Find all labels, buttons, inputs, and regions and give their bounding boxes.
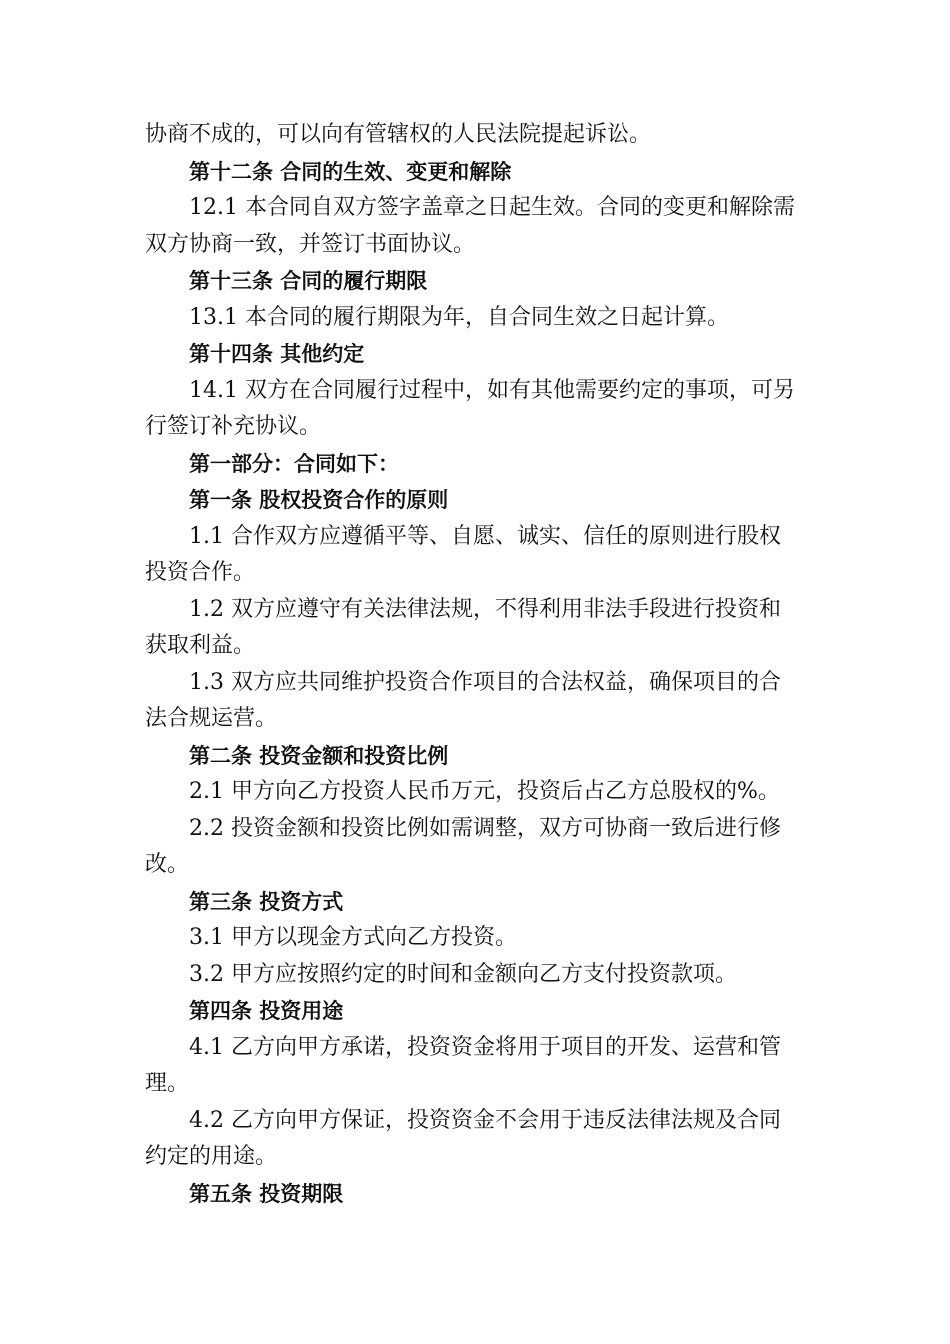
paragraph-line: 1.2 双方应遵守有关法律法规，不得利用非法手段进行投资和 [189, 596, 781, 622]
paragraph-line: 约定的用途。 [145, 1144, 278, 1169]
paragraph-line: 协商不成的，可以向有管辖权的人民法院提起诉讼。 [145, 122, 652, 147]
paragraph-line: 14.1 双方在合同履行过程中，如有其他需要约定的事项，可另 [189, 377, 795, 403]
paragraph-line: 2.2 投资金额和投资比例如需调整，双方可协商一致后进行修 [189, 815, 781, 841]
paragraph-line: 4.2 乙方向甲方保证，投资资金不会用于违反法律法规及合同 [189, 1107, 781, 1133]
section-heading: 第四条 投资用途 [189, 999, 344, 1023]
section-heading: 第五条 投资期限 [189, 1181, 344, 1206]
section-heading: 第十三条 合同的履行期限 [189, 269, 428, 293]
paragraph-line: 1.3 双方应共同维护投资合作项目的合法权益，确保项目的合 [189, 669, 781, 695]
paragraph-line: 理。 [145, 1071, 190, 1096]
paragraph-line: 获取利益。 [145, 633, 256, 658]
section-heading: 第十四条 其他约定 [189, 342, 365, 366]
section-heading: 第二条 投资金额和投资比例 [189, 743, 449, 768]
paragraph-line: 3.1 甲方以现金方式向乙方投资。 [189, 925, 517, 950]
part-heading: 第一部分：合同如下： [189, 451, 399, 476]
paragraph-line: 13.1 本合同的履行期限为年，自合同生效之日起计算。 [189, 304, 729, 330]
paragraph-line: 行签订补充协议。 [145, 414, 322, 439]
paragraph-line: 1.1 合作双方应遵循平等、自愿、诚实、信任的原则进行股权 [189, 523, 781, 549]
section-heading: 第三条 投资方式 [189, 889, 344, 914]
paragraph-line: 投资合作。 [145, 560, 256, 585]
section-heading: 第十二条 合同的生效、变更和解除 [189, 159, 512, 184]
paragraph-line: 3.2 甲方应按照约定的时间和金额向乙方支付投资款项。 [189, 961, 737, 987]
section-heading: 第一条 股权投资合作的原则 [189, 488, 449, 512]
paragraph-line: 法合规运营。 [145, 706, 278, 731]
paragraph-line: 改。 [145, 852, 190, 877]
paragraph-line: 12.1 本合同自双方签字盖章之日起生效。合同的变更和解除需 [189, 195, 795, 220]
paragraph-line: 2.1 甲方向乙方投资人民币万元，投资后占乙方总股权的%。 [189, 779, 780, 804]
paragraph-line: 双方协商一致，并签订书面协议。 [145, 231, 476, 257]
document-body [145, 117, 807, 1212]
paragraph-line: 4.1 乙方向甲方承诺，投资资金将用于项目的开发、运营和管 [189, 1034, 781, 1060]
